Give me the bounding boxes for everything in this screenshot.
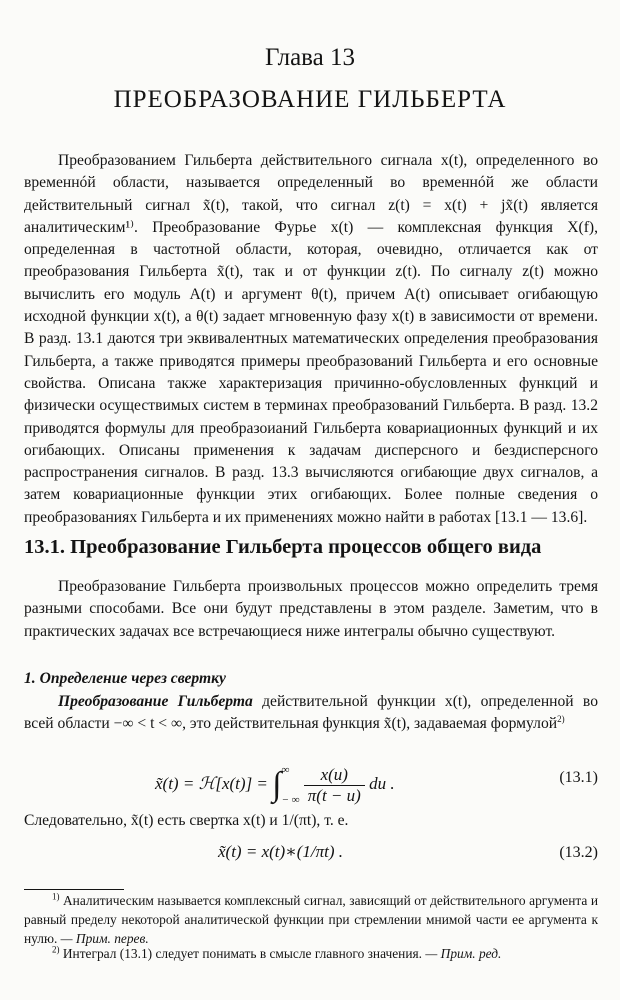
footnote-ref-2: 2) <box>557 714 565 725</box>
footnote-separator <box>24 889 124 890</box>
footnote-1-mark: 1) <box>52 891 60 902</box>
footnote-2 <box>24 944 598 963</box>
section-heading: 13.1. Преобразование Гильберта процессов общего вида <box>24 536 542 558</box>
fraction-numerator: x(u) <box>304 765 365 786</box>
equation-fraction <box>304 765 365 806</box>
integral-lower-limit: − ∞ <box>281 794 300 806</box>
footnote-2-note: — Прим. ред. <box>425 946 502 961</box>
convolution-sentence: Следовательно, x̃(t) есть свертка x(t) и 1/(πt), т. е. <box>24 812 349 829</box>
footnote-1-text: Аналитическим называется комплексный сигнал, зависящий от действительного аргумента и равный пределу некоторой аналитической функции при стремлении мнимой части ее аргумента к нулю. <box>24 893 598 946</box>
definition-paragraph <box>24 691 598 736</box>
intro-paragraph: Преобразованием Гильберта действительного сигнала x(t), определенного во временнóй области, называется определенный во временнóй же области действительный сигнал x̃(t), такой, что сигнал z(t) = x(t) + jx̃(t) является аналитическим¹⁾. Преобразование Фурье x(t) — комплексная функция X(f), определенная в частотной области, которая, очевидно, отличается как от преобразования Гильберта x̃(t), так и от функции z(t). По сигналу z(t) можно вычислить его модуль A(t) и аргумент θ(t), причем A(t) описывает огибающую исходной функции x(t), а θ(t) задает мгновенную фазу x(t) в зависимости от времени. В разд. 13.1 даются три эквивалентных математических определения преобразования Гильберта, а также приводятся примеры преобразований Гильберта и его основные свойства. Описана также характеризация причинно-обусловленных функций и физически осуществимых систем в терминах преобразований Гильберта. В разд. 13.2 приводятся формулы для преобразоианий Гильберта ковариационных функций и их огибающих. Описаны применения к задачам дисперсного и бездисперсного распространения сигналов. В разд. 13.3 вычисляются огибающие двух сигналов, а затем ковариационные функции этих огибающих. Более полные сведения о преобразованиях Гильберта и их применениях можно найти в работах [13.1 — 13.6]. <box>24 152 598 526</box>
integral-sign: ∫ <box>272 766 282 803</box>
equation-lhs: x̃(t) = ℋ[x(t)] = <box>155 773 273 793</box>
equation-number-13-1: (13.1) <box>559 769 598 786</box>
subsection-heading: 1. Определение через свертку <box>24 670 226 687</box>
equation-13-2-formula: x̃(t) = x(t)∗(1/πt) . <box>218 842 343 861</box>
equation-13-2 <box>0 842 620 868</box>
footnote-1 <box>24 891 598 948</box>
equation-number-13-2: (13.2) <box>559 844 598 861</box>
equation-tail: du . <box>364 773 395 793</box>
definition-text: действительной функции x(t), определенной во всей области −∞ < t < ∞, это действительная функция x̃(t), задаваемая формулой <box>24 693 598 733</box>
fraction-denominator: π(t − u) <box>307 785 361 805</box>
footnote-1-note: — Прим. перев. <box>60 931 149 946</box>
equation-13-1 <box>0 755 620 815</box>
chapter-number: Глава 13 <box>265 44 355 71</box>
integral-limits <box>282 755 300 815</box>
defined-term: Преобразование Гильберта <box>58 693 253 710</box>
footnote-2-text: Интеграл (13.1) следует понимать в смысле главного значения. <box>62 946 423 961</box>
equation-13-1-formula <box>155 755 395 815</box>
chapter-title: ПРЕОБРАЗОВАНИЕ ГИЛЬБЕРТА <box>113 86 507 113</box>
integral-upper-limit: ∞ <box>281 764 290 776</box>
footnote-2-mark: 2) <box>52 944 60 955</box>
section-paragraph: Преобразование Гильберта произвольных процессов можно определить тремя разными способами. Все они будут представлены в этом разделе. Заметим, что в практических задачах все встречающиеся ниже интегралы обычно существуют. <box>24 578 598 640</box>
